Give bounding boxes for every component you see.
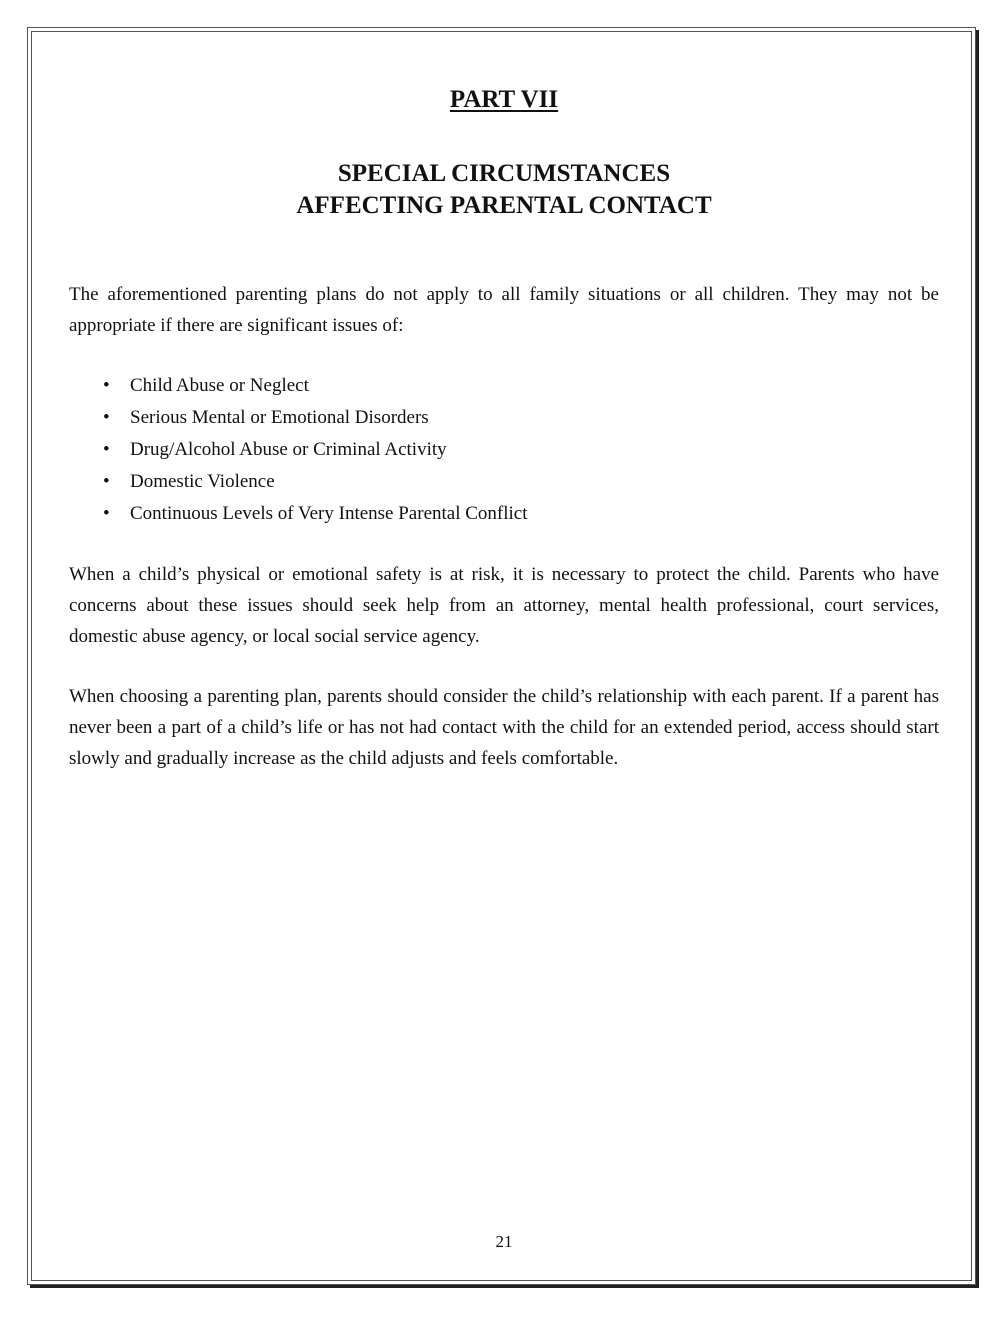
list-item-text: Drug/Alcohol Abuse or Criminal Activity: [130, 439, 447, 460]
list-item-text: Child Abuse or Neglect: [130, 375, 309, 396]
bullet-icon: •: [103, 471, 110, 492]
list-item: [69, 402, 939, 434]
part-title: PART VII: [449, 86, 559, 113]
parenting-plan-paragraph: When choosing a parenting plan, parents should consider the child’s relationship with each parent. If a parent has never been a part of a child’s life or has not had contact with the child for an extended period, access should start slowly and gradually increase as the child adjusts and feels comfortable.: [69, 686, 939, 769]
list-item-text: Serious Mental or Emotional Disorders: [130, 407, 429, 428]
list-item: [69, 466, 939, 498]
list-item-text: Domestic Violence: [130, 471, 275, 492]
list-item-text: Continuous Levels of Very Intense Parental Conflict: [130, 503, 528, 524]
safety-paragraph: When a child’s physical or emotional safety is at risk, it is necessary to protect the child. Parents who have concerns about these issues should seek help from an attorney, mental health professional, court services, domestic abuse agency, or local social service agency.: [69, 564, 939, 647]
bullet-icon: •: [103, 503, 110, 524]
page-number: 21: [495, 1232, 513, 1251]
bullet-icon: •: [103, 439, 110, 460]
issues-list: [69, 370, 939, 530]
section-title-line-2: AFFECTING PARENTAL CONTACT: [296, 192, 712, 219]
list-item: [69, 370, 939, 402]
list-item: [69, 434, 939, 466]
section-title: [0, 158, 1008, 222]
section-title-line-1: SPECIAL CIRCUMSTANCES: [337, 160, 671, 187]
intro-paragraph: The aforementioned parenting plans do not apply to all family situations or all children. They may not be appropriate if there are significant issues of:: [69, 284, 939, 336]
bullet-icon: •: [103, 375, 110, 396]
list-item: [69, 498, 939, 530]
bullet-icon: •: [103, 407, 110, 428]
